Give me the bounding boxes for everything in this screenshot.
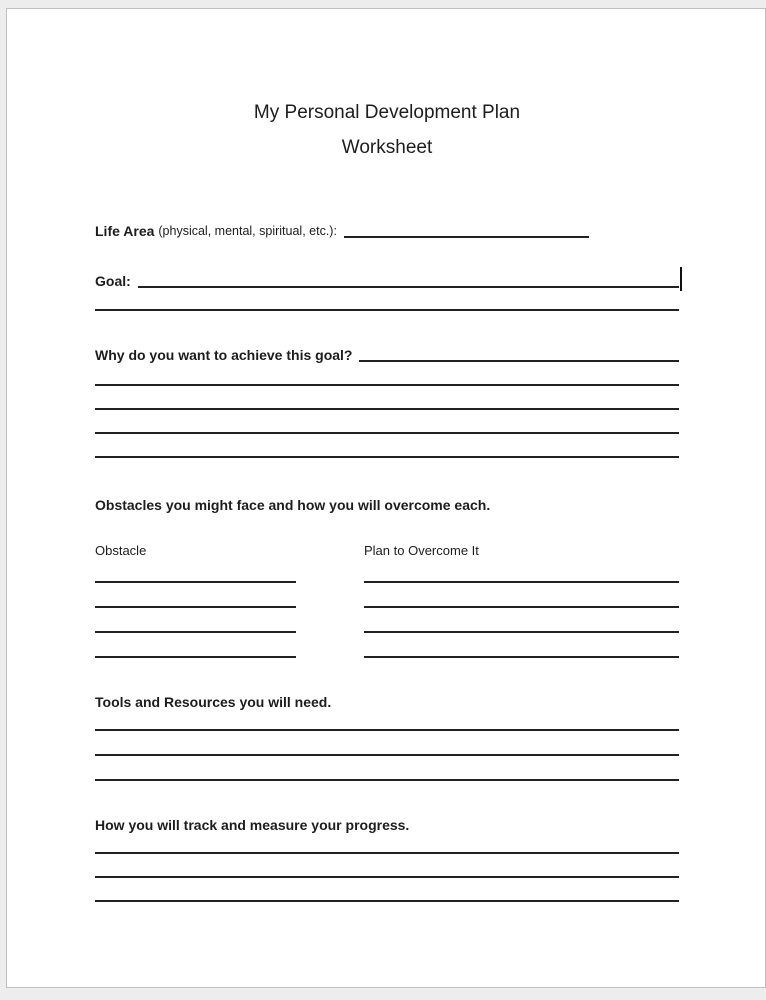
plan-input-line[interactable] bbox=[364, 583, 679, 608]
goal-label: Goal: bbox=[95, 273, 131, 289]
plan-input-line[interactable] bbox=[364, 558, 679, 583]
why-input-line-continued[interactable] bbox=[95, 434, 679, 458]
why-extra-lines bbox=[95, 362, 679, 458]
tracking-input-line[interactable] bbox=[95, 830, 679, 854]
why-input-line-continued[interactable] bbox=[95, 386, 679, 410]
why-input-line-continued[interactable] bbox=[95, 410, 679, 434]
plan-input-line[interactable] bbox=[364, 608, 679, 633]
goal-input-line-continued[interactable] bbox=[95, 287, 679, 311]
tools-input-line[interactable] bbox=[95, 706, 679, 731]
tracking-input-line[interactable] bbox=[95, 878, 679, 902]
document-title-line-1: My Personal Development Plan bbox=[253, 102, 521, 123]
tools-lines bbox=[95, 706, 679, 781]
obstacle-input-line[interactable] bbox=[95, 633, 296, 658]
column-gap bbox=[296, 583, 364, 608]
obstacle-input-line[interactable] bbox=[95, 608, 296, 633]
tools-heading: Tools and Resources you will need. bbox=[95, 694, 332, 710]
document-title bbox=[95, 95, 679, 165]
life-area-label-hint: (physical, mental, spiritual, etc.): bbox=[158, 224, 337, 238]
goal-extra-lines bbox=[95, 287, 679, 311]
text-cursor bbox=[680, 267, 682, 291]
column-gap bbox=[296, 633, 364, 658]
life-area-label: Life Area bbox=[95, 223, 155, 239]
tools-input-line[interactable] bbox=[95, 756, 679, 781]
life-area-input-line[interactable] bbox=[344, 221, 589, 238]
why-input-line-continued[interactable] bbox=[95, 362, 679, 386]
obstacle-row bbox=[95, 558, 679, 583]
goal-input-line[interactable] bbox=[138, 271, 679, 288]
obstacle-column-header: Obstacle bbox=[95, 543, 147, 558]
document-title-line-2: Worksheet bbox=[341, 137, 433, 158]
column-gap bbox=[296, 608, 364, 633]
why-input-line[interactable] bbox=[359, 345, 679, 362]
plan-column-header: Plan to Overcome It bbox=[364, 543, 479, 558]
tracking-input-line[interactable] bbox=[95, 854, 679, 878]
life-area-field bbox=[95, 221, 589, 241]
why-label: Why do you want to achieve this goal? bbox=[95, 347, 353, 363]
obstacle-input-line[interactable] bbox=[95, 583, 296, 608]
tools-input-line[interactable] bbox=[95, 731, 679, 756]
obstacle-row bbox=[95, 633, 679, 658]
tracking-heading: How you will track and measure your progress. bbox=[95, 817, 410, 833]
obstacle-input-line[interactable] bbox=[95, 558, 296, 583]
obstacle-row bbox=[95, 608, 679, 633]
document-page[interactable] bbox=[6, 8, 766, 988]
obstacle-row bbox=[95, 583, 679, 608]
plan-input-line[interactable] bbox=[364, 633, 679, 658]
column-gap bbox=[296, 558, 364, 583]
obstacles-table bbox=[95, 558, 679, 658]
obstacles-heading: Obstacles you might face and how you will overcome each. bbox=[95, 497, 491, 513]
obstacles-column-headers bbox=[95, 543, 679, 559]
tracking-lines bbox=[95, 830, 679, 902]
